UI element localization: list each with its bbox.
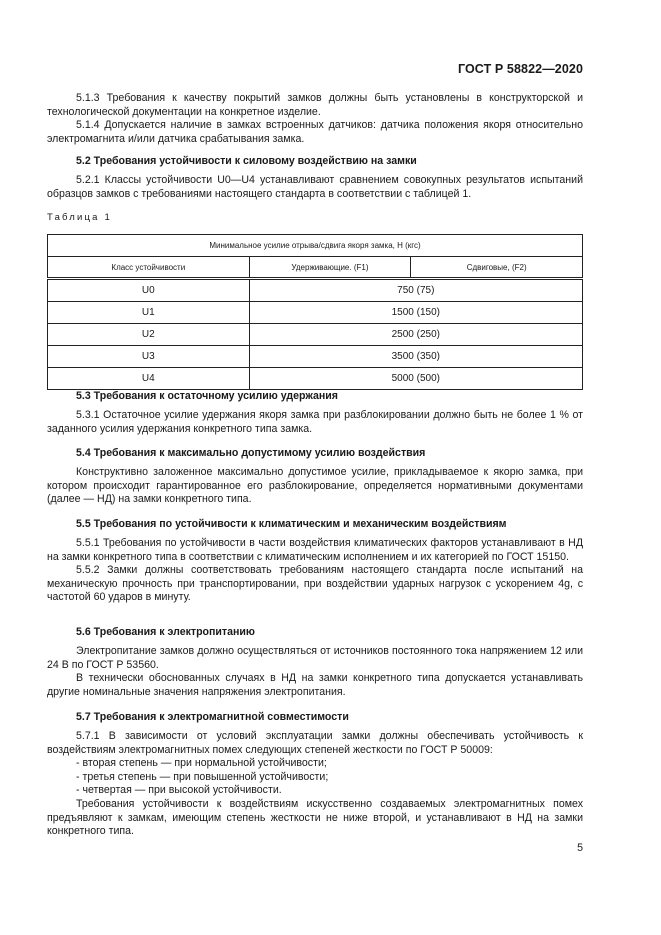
table-row — [48, 346, 583, 368]
cell-class: U3 — [48, 346, 250, 368]
table-1 — [47, 234, 583, 390]
page-number: 5 — [577, 842, 583, 854]
list-item: - вторая степень — при нормальной устойчивости; — [76, 757, 327, 770]
heading-5-3: 5.3 Требования к остаточному усилию удержания — [76, 390, 338, 402]
document-id-header: ГОСТ Р 58822—2020 — [457, 62, 583, 76]
table-header-main: Минимальное усилие отрыва/сдвига якоря замка, Н (кгс) — [48, 235, 583, 257]
cell-value: 3500 (350) — [249, 346, 582, 368]
heading-5-6: 5.6 Требования к электропитанию — [76, 626, 255, 638]
paragraph-5-3-1: 5.3.1 Остаточное усилие удержания якоря замка при разблокировании должно быть не более 1 % от заданного усилия удержания конкретного типа замка. — [47, 409, 583, 435]
cell-value: 2500 (250) — [249, 324, 582, 346]
paragraph-5-7-1: 5.7.1 В зависимости от условий эксплуатации замки должны обеспечивать устойчивость к воздействиям электромагнитных помех следующих степеней жесткости по ГОСТ Р 50009: — [47, 730, 583, 756]
heading-5-2: 5.2 Требования устойчивости к силовому воздействию на замки — [76, 155, 417, 167]
cell-value: 5000 (500) — [249, 368, 582, 390]
heading-5-7: 5.7 Требования к электромагнитной совместимости — [76, 711, 349, 723]
paragraph-5-5-1: 5.5.1 Требования по устойчивости в части воздействия климатических факторов устанавливают в НД на замки конкретного типа в соответствии с климатическим исполнением и их категорией по ГОСТ 15150. — [47, 537, 583, 563]
paragraph-5-1-3: 5.1.3 Требования к качеству покрытий замков должны быть установлены в конструкторской и технологической документации на конкретное изделие. — [47, 92, 583, 118]
cell-class: U1 — [48, 302, 250, 324]
cell-value: 1500 (150) — [249, 302, 582, 324]
paragraph-5-5-2: 5.5.2 Замки должны соответствовать требованиям настоящего стандарта после испытаний на механическую прочность при транспортировании, при воздействии ударных нагрузок с ускорением 4g, с частотой 60 ударов в минуту. — [47, 564, 583, 604]
cell-class: U4 — [48, 368, 250, 390]
column-header-f1: Удерживающие. (F1) — [249, 257, 411, 279]
paragraph-5-2-1: 5.2.1 Классы устойчивости U0—U4 устанавливают сравнением совокупных результатов испытаний образцов замков с требованиями настоящего стандарта в соответствии с таблицей 1. — [47, 174, 583, 200]
table-row — [48, 368, 583, 390]
heading-5-4: 5.4 Требования к максимально допустимому усилию воздействия — [76, 447, 426, 459]
paragraph-5-6-a: Электропитание замков должно осуществляться от источников постоянного тока напряжением 12 или 24 В по ГОСТ Р 53560. — [47, 645, 583, 671]
list-item: - четвертая — при высокой устойчивости. — [76, 784, 282, 797]
table-row — [48, 302, 583, 324]
table-caption: Таблица 1 — [47, 212, 112, 223]
heading-5-5: 5.5 Требования по устойчивости к климатическим и механическим воздействиям — [76, 518, 507, 530]
paragraph-5-6-b: В технически обоснованных случаях в НД на замки конкретного типа допускается устанавливать другие номинальные значения напряжения электропитания. — [47, 672, 583, 698]
cell-value: 750 (75) — [249, 279, 582, 302]
paragraph-5-1-4: 5.1.4 Допускается наличие в замках встроенных датчиков: датчика положения якоря относительно электромагнита и/или датчика срабатывания замка. — [47, 119, 583, 145]
column-header-f2: Сдвиговые, (F2) — [411, 257, 583, 279]
table-row — [48, 324, 583, 346]
cell-class: U2 — [48, 324, 250, 346]
cell-class: U0 — [48, 279, 250, 302]
column-header-class: Класс устойчивости — [48, 257, 250, 279]
paragraph-5-4: Конструктивно заложенное максимально допустимое усилие, прикладываемое к якорю замка, при котором происходит гарантированное его разблокирование, определяется нормативными документами (далее — НД) на замки конкретного типа. — [47, 466, 583, 506]
body-block-1 — [47, 92, 583, 146]
paragraph-5-7-end: Требования устойчивости к воздействиям искусственно создаваемых электромагнитных помех предъявляют к замкам, имеющим степень жесткости не ниже второй, и устанавливают в НД на замки конкретного типа. — [47, 797, 583, 838]
list-item: - третья степень — при повышенной устойчивости; — [76, 770, 329, 783]
table-row — [48, 279, 583, 302]
